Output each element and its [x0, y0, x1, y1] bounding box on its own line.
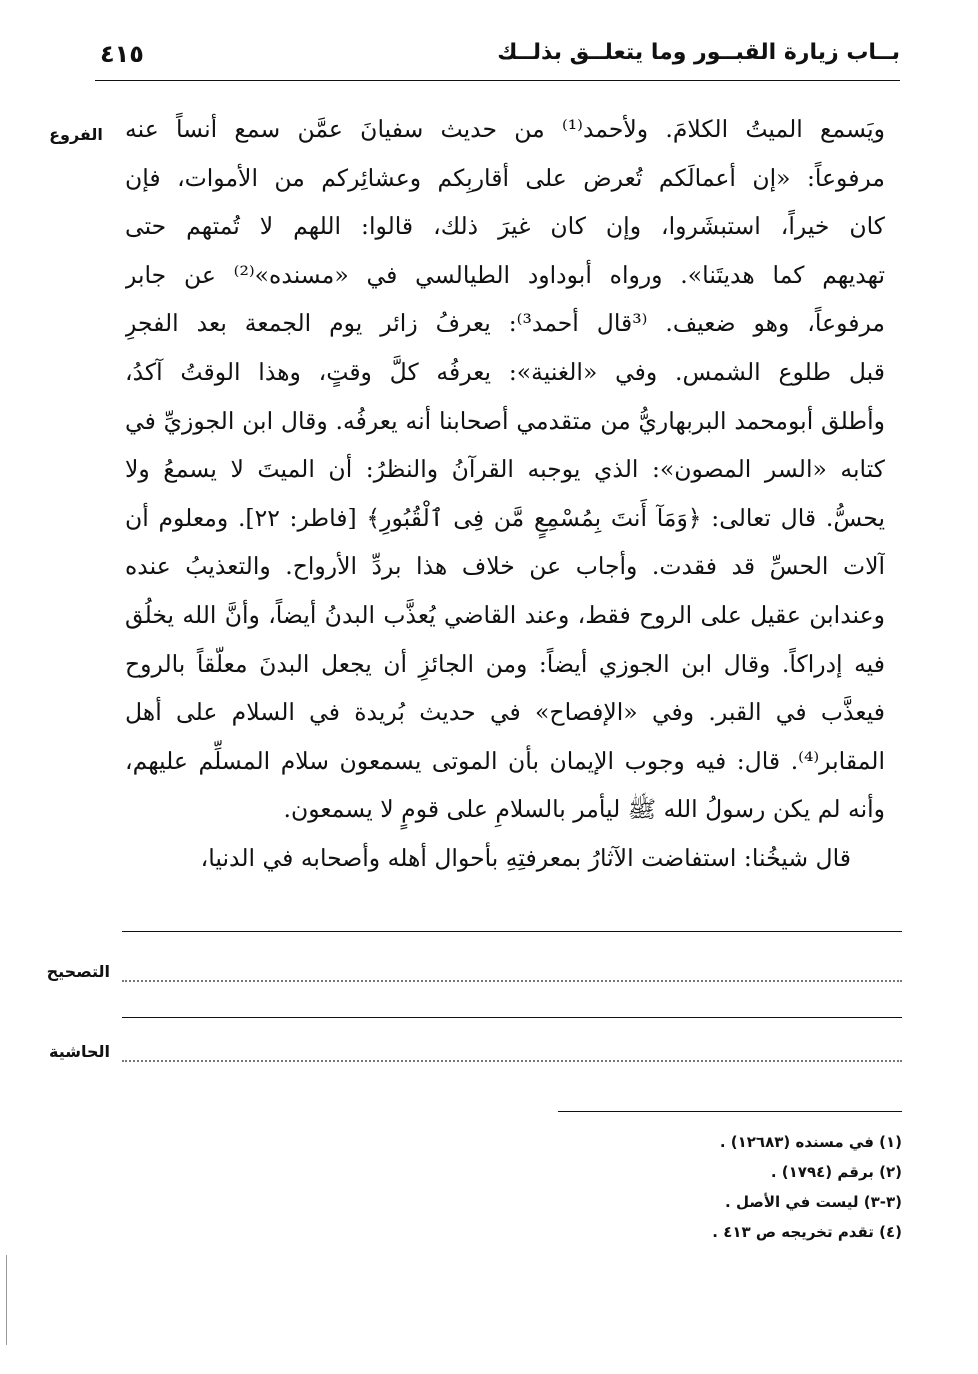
margin-notes-dotted-line: [122, 1060, 902, 1062]
body-line: تهديهم كما هديتَنا». ورواه أبوداود الطيالسي في «مسنده»⁽²⁾ عن جابر: [125, 260, 885, 289]
scan-edge-line: [6, 1255, 7, 1345]
correction-field[interactable]: [40, 962, 902, 992]
body-line: ويَسمع الميتُ الكلامَ. ولأحمد⁽¹⁾ من حديث سفيانَ عمَّن سمع أنساً عنه: [125, 115, 885, 143]
body-line: مرفوعاً: «إن أعمالَكم تُعرض على أقاربِكم وعشائِركم من الأموات، فإن: [125, 163, 885, 192]
correction-label: التصحيح: [46, 962, 110, 981]
body-line: فيه إدراكاً. وقال ابن الجوزي أيضاً: ومن الجائزِ أن يجعل البدنَ معلّقاً بالروح: [125, 649, 885, 678]
margin-note: الفروع: [49, 125, 103, 144]
footnotes: [502, 1127, 902, 1247]
field-separator-rule: [122, 1017, 902, 1018]
body-end-rule: [122, 931, 902, 932]
body-line: قبل طلوع الشمس. وفي «الغنية»: يعرفُه كلَّ وقتٍ، وهذا الوقتُ آكدُ،: [125, 357, 885, 386]
footnote: (١) في مسنده (١٢٦٨٣) .: [719, 1133, 902, 1151]
body-line: كان خيراً، استبشَروا، وإن كان غيرَ ذلك، قالوا: اللهم لا تُمتهم حتى: [125, 212, 885, 241]
footnote: (٤) تقدم تخريجه ص ٤١٣ .: [712, 1223, 902, 1241]
body-line: قال شيخُنا: استفاضت الآثارُ بمعرفتِهِ بأحوال أهله وأصحابه في الدنيا،: [200, 843, 851, 872]
body-text: [125, 105, 885, 883]
footnote-rule: [558, 1111, 902, 1112]
footnote: (٣-٣) ليست في الأصل .: [725, 1193, 902, 1211]
body-line: فيعذَّب في القبر. وفي «الإفصاح» في حديث بُريدة في السلام على أهل: [125, 698, 885, 727]
correction-dotted-line: [122, 980, 902, 982]
page-number: ٤١٥: [100, 40, 144, 68]
body-line: آلات الحسِّ قد فقدت. وأجاب عن خلاف هذا بردِّ الأرواح. والتعذيبُ عنده: [125, 552, 885, 581]
body-line: المقابر⁽⁴⁾. قال: فيه وجوب الإيمان بأن الموتى يسمعون سلام المسلِّم عليهم،: [125, 746, 885, 775]
body-line: وعندابن عقيل على الروح فقط، وعند القاضي يُعذَّب البدنُ أيضاً، وأنَّ الله يخلُق: [125, 600, 885, 629]
body-line: وأطلق أبومحمد البربهاريُّ من متقدمي أصحابنا أنه يعرفُه. وقال ابن الجوزيِّ في: [125, 406, 885, 435]
body-line: وأنه لم يكن رسولُ الله ﷺ ليأمر بالسلامِ على قومٍ لا يسمعون.: [283, 795, 885, 824]
margin-notes-label: الحاشية: [49, 1042, 110, 1061]
body-line: يحسُّ. قال تعالى: ﴿وَمَآ أَنتَ بِمُسْمِعٍ مَّن فِى ٱلْقُبُورِ﴾ [فاطر: ٢٢]. ومعلوم أن: [125, 503, 885, 532]
margin-notes-field[interactable]: [40, 1042, 902, 1072]
body-line: مرفوعاً، وهو ضعيف. ⁽³قال أحمد³⁾: يعرفُ زائر يوم الجمعة بعد الفجرِ: [125, 309, 885, 338]
running-title: بــاب زيارة القبــور وما يتعلــق بذلــك: [497, 40, 900, 65]
footnote: (٢) برقم (١٧٩٤) .: [770, 1163, 902, 1181]
header-rule: [95, 80, 900, 81]
body-line: كتابه «السر المصون»: الذي يوجبه القرآنُ والنظرُ: أن الميتَ لا يسمعُ ولا: [125, 455, 885, 484]
